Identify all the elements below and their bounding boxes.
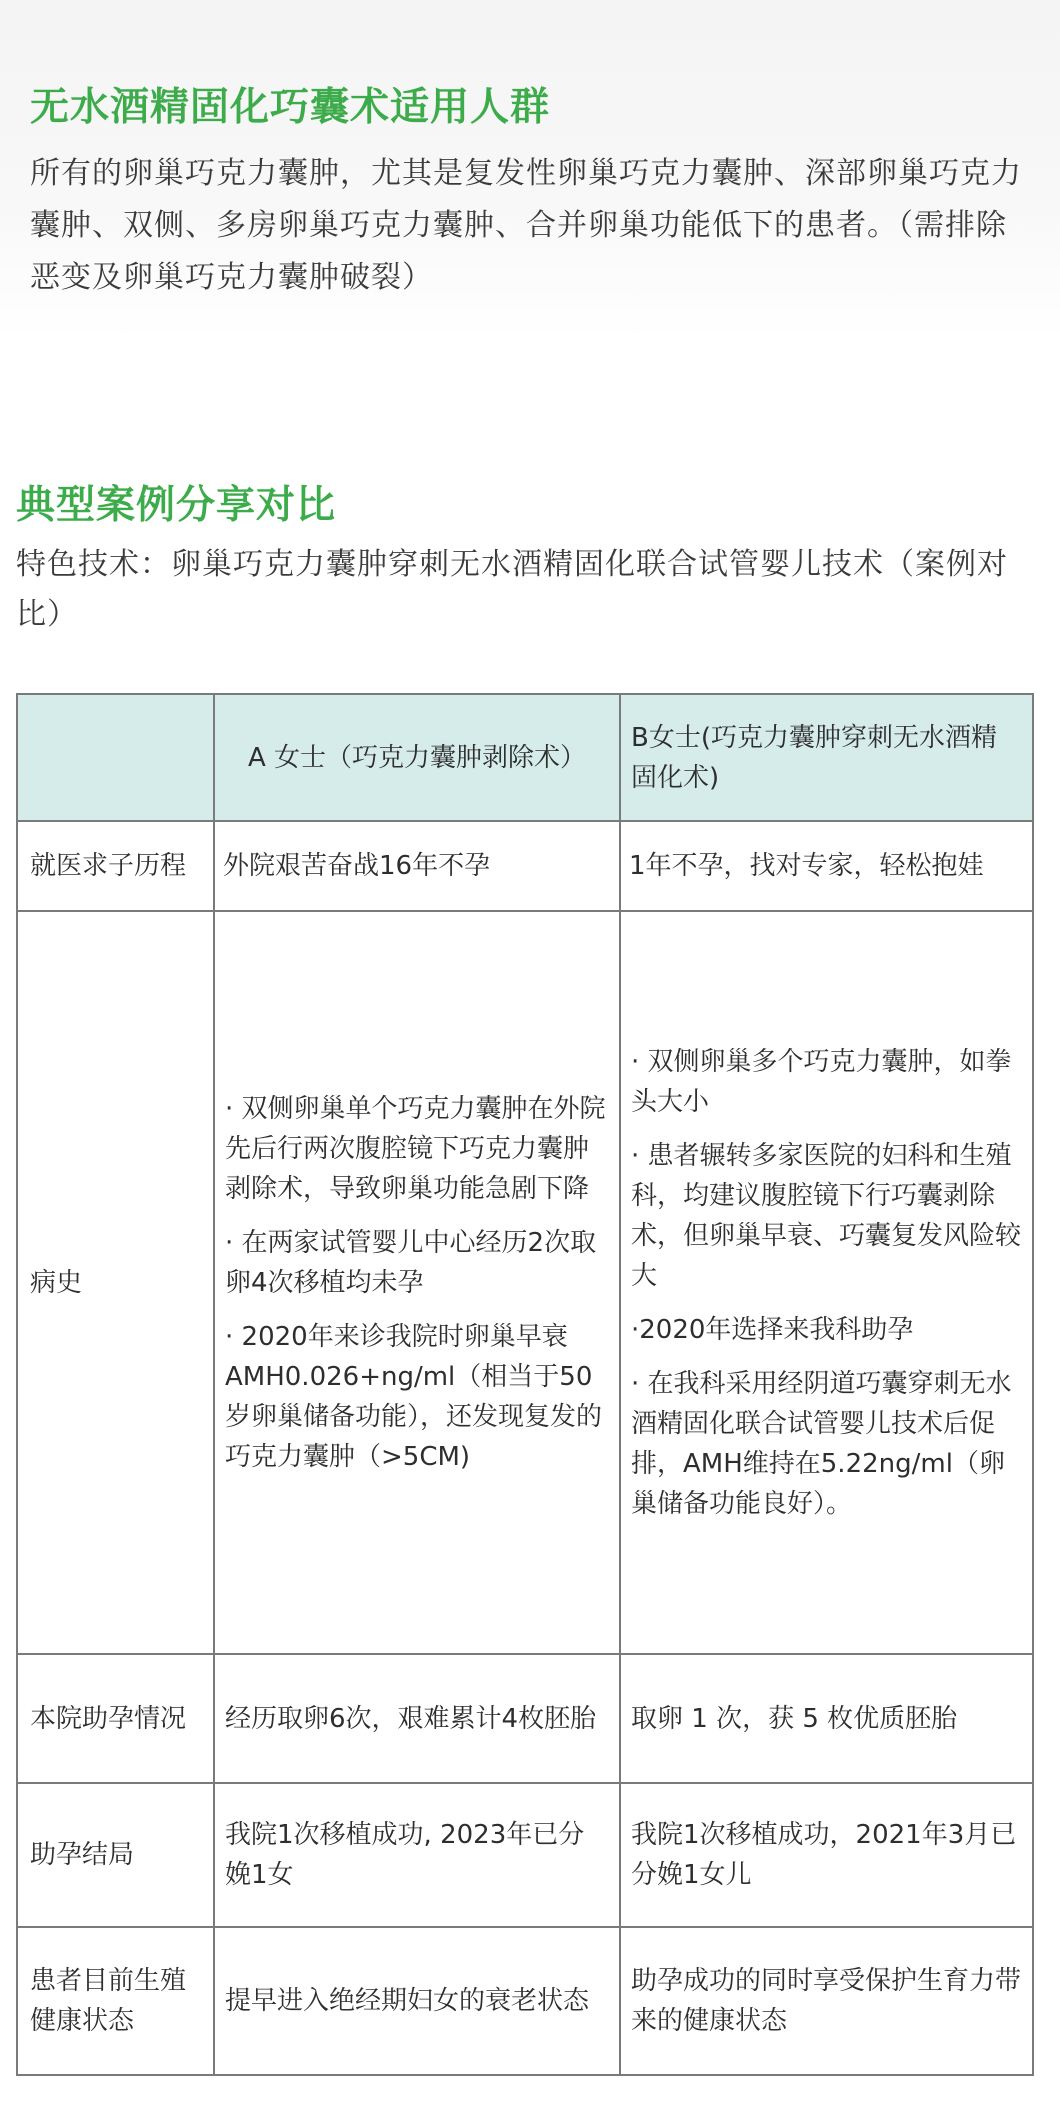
cell-ivf-b: 取卵 1 次，获 5 枚优质胚胎 [620, 1654, 1033, 1783]
cell-outcome-b: 我院1次移植成功，2021年3月已分娩1女儿 [620, 1783, 1033, 1927]
history-b-item: ·2020年选择来我科助孕 [631, 1314, 914, 1345]
header-case-b: B女士(巧克力囊肿穿刺无水酒精固化术) [620, 694, 1033, 821]
table-header-row [17, 694, 1033, 821]
row-label-ivf: 本院助孕情况 [17, 1654, 214, 1783]
row-label-history: 病史 [17, 911, 214, 1654]
cell-health-a: 提早进入绝经期妇女的衰老状态 [214, 1927, 620, 2075]
cell-history-b [620, 911, 1033, 1654]
header-case-a: A 女士（巧克力囊肿剥除术） [214, 694, 620, 821]
table-row-health [17, 1927, 1033, 2075]
table-row-ivf [17, 1654, 1033, 1783]
section2-subtitle: 特色技术：卵巢巧克力囊肿穿刺无水酒精固化联合试管婴儿技术（案例对比） [16, 547, 1008, 632]
row-label-journey: 就医求子历程 [17, 821, 214, 911]
history-b-item: · 患者辗转多家医院的妇科和生殖科，均建议腹腔镜下行巧囊剥除术，但卵巢早衰、巧囊复发风险较大 [631, 1140, 1022, 1291]
section1-body: 所有的卵巢巧克力囊肿，尤其是复发性卵巢巧克力囊肿、深部卵巢巧克力囊肿、双侧、多房卵巢巧克力囊肿、合并卵巢功能低下的患者。（需排除恶变及卵巢巧克力囊肿破裂） [30, 156, 1022, 295]
table-row-outcome [17, 1783, 1033, 1927]
header-blank-cell [17, 694, 214, 821]
cell-journey-b: 1年不孕，找对专家，轻松抱娃 [620, 821, 1033, 911]
row-label-outcome: 助孕结局 [17, 1783, 214, 1927]
history-a-item: · 在两家试管婴儿中心经历2次取卵4次移植均未孕 [225, 1227, 597, 1298]
history-b-item: · 在我科采用经阴道巧囊穿刺无水酒精固化联合试管婴儿技术后促排，AMH维持在5.22ng/ml（卵巢储备功能良好）。 [631, 1368, 1012, 1519]
cell-ivf-a: 经历取卵6次，艰难累计4枚胚胎 [214, 1654, 620, 1783]
cell-journey-a: 外院艰苦奋战16年不孕 [214, 821, 620, 911]
section2-title: 典型案例分享对比 [16, 483, 337, 528]
cell-history-a [214, 911, 620, 1654]
section1-title: 无水酒精固化巧囊术适用人群 [30, 85, 551, 130]
history-b-item: · 双侧卵巢多个巧克力囊肿，如拳头大小 [631, 1046, 1012, 1117]
case-comparison-table [16, 693, 1034, 2076]
cell-outcome-a: 我院1次移植成功, 2023年已分娩1女 [214, 1783, 620, 1927]
table-row-history [17, 911, 1033, 1654]
history-a-item: · 双侧卵巢单个巧克力囊肿在外院先后行两次腹腔镜下巧克力囊肿剥除术，导致卵巢功能急剧下降 [225, 1093, 606, 1204]
history-a-item: · 2020年来诊我院时卵巢早衰AMH0.026+ng/ml（相当于50岁卵巢储备功能），还发现复发的巧克力囊肿（>5CM) [225, 1321, 603, 1472]
cell-health-b: 助孕成功的同时享受保护生育力带来的健康状态 [620, 1927, 1033, 2075]
table-row-journey [17, 821, 1033, 911]
row-label-health: 患者目前生殖健康状态 [17, 1927, 214, 2075]
